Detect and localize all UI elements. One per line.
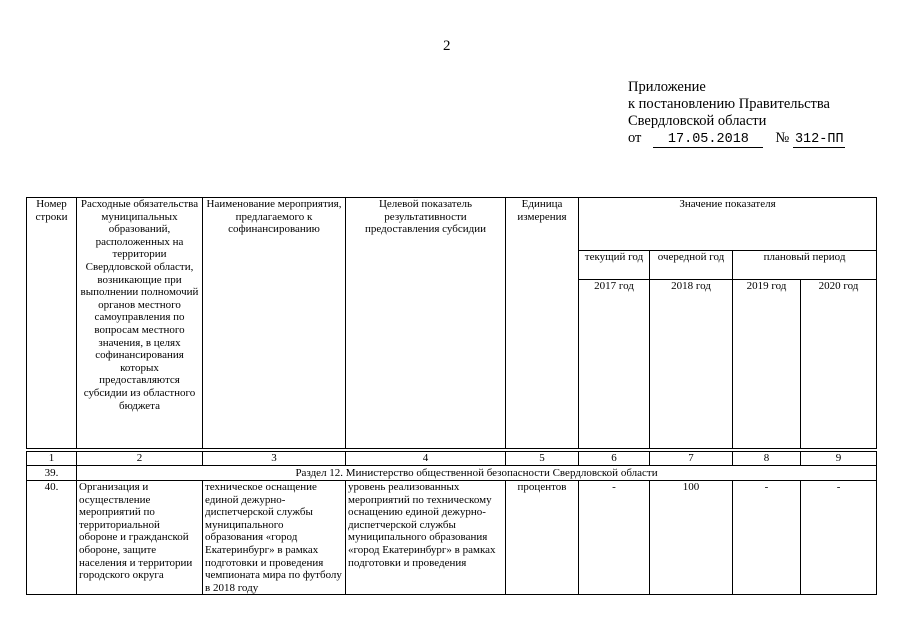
- column-number: 8: [733, 452, 801, 466]
- column-number: 6: [579, 452, 650, 466]
- section-row-no: 39.: [27, 466, 77, 481]
- resolution-date: 17.05.2018: [653, 132, 763, 148]
- header-2017: 2017 год: [579, 280, 650, 449]
- approval-line1: Приложение: [628, 79, 706, 95]
- header-2020: 2020 год: [801, 280, 877, 449]
- value-2018: 100: [650, 481, 733, 595]
- approval-date-row: [628, 130, 845, 148]
- value-2017: -: [579, 481, 650, 595]
- header-indicator: Целевой показатель результативности предоставления субсидии: [346, 198, 506, 449]
- header-2018: 2018 год: [650, 280, 733, 449]
- approval-block: [628, 79, 845, 148]
- from-label: от: [628, 130, 642, 146]
- column-number: 3: [203, 452, 346, 466]
- indicator-cell: уровень реализованных мероприятий по техническому оснащению единой дежурно-диспетчерской службы муниципального образования «город Екатеринбург» в рамках подготовки и проведения: [346, 481, 506, 595]
- header-activity: Наименование мероприятия, предлагаемого к софинансированию: [203, 198, 346, 449]
- header-row-no: Номер строки: [27, 198, 77, 449]
- activity-cell: техническое оснащение единой дежурно-диспетчерской службы муниципального образования «город Екатеринбург» в рамках подготовки и проведения чемпионата мира по футболу в 2018 году: [203, 481, 346, 595]
- column-number: 9: [801, 452, 877, 466]
- resolution-number: 312-ПП: [794, 132, 844, 147]
- column-number: 4: [346, 452, 506, 466]
- header-value: Значение показателя: [579, 198, 877, 251]
- approval-line3: Свердловской области: [628, 113, 767, 129]
- header-plan-period: плановый период: [733, 251, 877, 280]
- obligation-cell: Организация и осуществление мероприятий по территориальной обороне и гражданской обороне, защите населения и территории городского округа: [77, 481, 203, 595]
- column-number: 7: [650, 452, 733, 466]
- row-no: 40.: [27, 481, 77, 595]
- number-label: №: [775, 130, 790, 146]
- column-number: 5: [506, 452, 579, 466]
- column-number: 2: [77, 452, 203, 466]
- page-number: 2: [443, 38, 451, 54]
- subsidy-table: [26, 197, 877, 595]
- column-number: 1: [27, 452, 77, 466]
- value-2019: -: [733, 481, 801, 595]
- header-obligations: Расходные обязательства муниципальных образований, расположенных на территории Свердловской области, возникающие при выполнении полномочий органов местного самоуправления по вопросам местного значения, в целях софинансирования которых предоставляются субсидии из областного бюджета: [77, 198, 203, 449]
- value-2020: -: [801, 481, 877, 595]
- header-next-year: очередной год: [650, 251, 733, 280]
- approval-line2: к постановлению Правительства: [628, 96, 830, 112]
- section-title: Раздел 12. Министерство общественной безопасности Свердловской области: [77, 466, 877, 481]
- header-unit: Единица измерения: [506, 198, 579, 449]
- unit-cell: процентов: [506, 481, 579, 595]
- header-2019: 2019 год: [733, 280, 801, 449]
- header-current-year: текущий год: [579, 251, 650, 280]
